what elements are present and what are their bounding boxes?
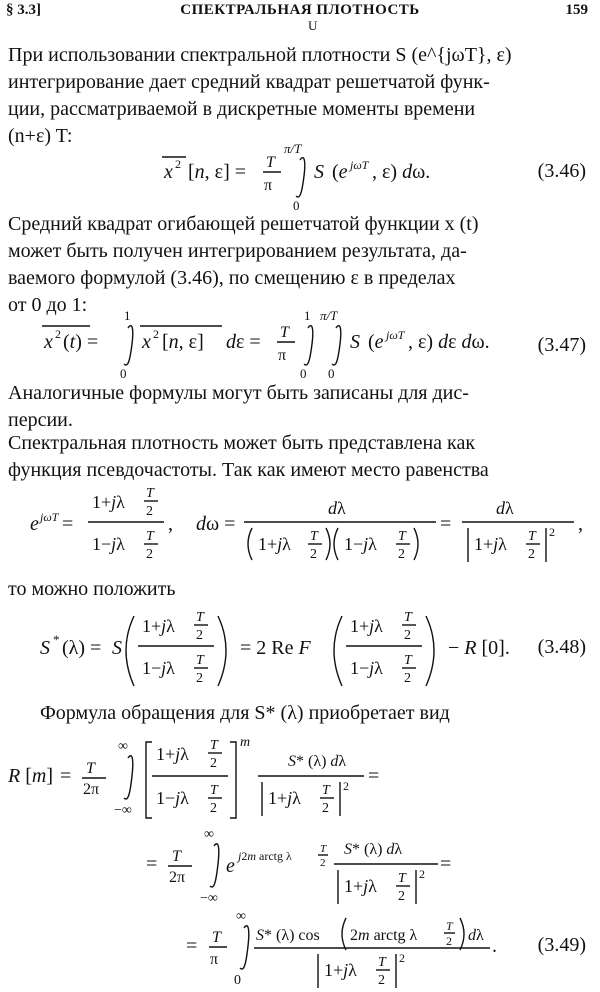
- svg-text:T: T: [196, 610, 204, 625]
- paragraph-2-line-1: Средний квадрат огибающей решетчатой функции x (t): [8, 213, 479, 235]
- paragraph-4-line-1: Спектральная плотность может быть представлена как: [8, 432, 476, 454]
- svg-text:1−jλ: 1−jλ: [92, 534, 125, 554]
- paragraph-2-line-4: от 0 до 1:: [8, 294, 88, 316]
- svg-text:1+jλ: 1+jλ: [142, 616, 175, 636]
- svg-text:2: 2: [378, 973, 385, 988]
- svg-text:2: 2: [549, 525, 555, 539]
- svg-text:S* (λ) dλ: S* (λ) dλ: [288, 753, 347, 770]
- paragraph-2-line-2: может быть получен интегрированием результата, да-: [8, 240, 467, 262]
- svg-text:2: 2: [446, 934, 452, 948]
- svg-text:2: 2: [404, 671, 411, 686]
- svg-text:dλ: dλ: [468, 927, 484, 944]
- svg-text:2: 2: [153, 327, 159, 341]
- svg-text:T: T: [322, 783, 330, 798]
- svg-text:T: T: [86, 760, 95, 777]
- svg-text:=: =: [186, 935, 198, 957]
- svg-text:e: e: [30, 513, 39, 535]
- svg-text:T: T: [196, 653, 204, 668]
- svg-text:j2m arctg λ: j2m arctg λ: [238, 849, 292, 863]
- paragraph-3-line-2: персии.: [8, 409, 73, 431]
- svg-text:∞: ∞: [236, 909, 246, 924]
- equation-number-3-48: (3.48): [537, 636, 586, 658]
- svg-text:2: 2: [55, 327, 61, 341]
- paragraph-3-line-1: Аналогичные формулы могут быть записаны для дис-: [8, 382, 469, 404]
- svg-text:2: 2: [419, 867, 425, 881]
- section-number: § 3.3]: [6, 2, 41, 18]
- svg-text:T: T: [404, 653, 412, 668]
- svg-text:T: T: [528, 529, 536, 544]
- equation-3-49: [0, 730, 600, 992]
- svg-text:dλ: dλ: [328, 498, 346, 518]
- svg-text:S: S: [40, 637, 50, 659]
- svg-text:2: 2: [398, 547, 405, 562]
- equation-3-47: [0, 306, 600, 378]
- svg-text:2: 2: [196, 671, 203, 686]
- svg-text:2: 2: [398, 889, 405, 904]
- paragraph-5: [8, 576, 590, 603]
- svg-text:2: 2: [528, 547, 535, 562]
- svg-text:−∞: −∞: [200, 891, 218, 906]
- svg-text:0: 0: [300, 366, 307, 378]
- svg-text:2: 2: [210, 756, 217, 771]
- svg-text:(e: (e: [332, 161, 348, 183]
- svg-text:jωT: jωT: [40, 510, 59, 524]
- svg-text:[n, ε]: [n, ε]: [162, 331, 204, 353]
- svg-text:=: =: [440, 513, 452, 535]
- svg-text:2m arctg λ: 2m arctg λ: [350, 927, 418, 944]
- svg-text:π: π: [210, 951, 219, 968]
- svg-text:e: e: [226, 855, 235, 877]
- svg-text:2: 2: [146, 504, 153, 519]
- paragraph-4: [8, 430, 590, 484]
- svg-text:1+jλ: 1+jλ: [350, 616, 383, 636]
- svg-text:, ε) dε dω.: , ε) dε dω.: [408, 331, 490, 353]
- svg-text:0: 0: [328, 366, 335, 378]
- paragraph-3: [8, 380, 590, 434]
- running-title: СПЕКТРАЛЬНАЯ ПЛОТНОСТЬ: [180, 2, 420, 18]
- paragraph-1-line-2: интегрирование дает средний квадрат решетчатой функ-: [8, 71, 490, 93]
- svg-text:T: T: [398, 529, 406, 544]
- svg-text:1+jλ: 1+jλ: [268, 788, 301, 808]
- svg-text:1−jλ: 1−jλ: [156, 788, 189, 808]
- svg-text:=: =: [368, 765, 380, 787]
- svg-text:, ε) dω.: , ε) dω.: [372, 161, 431, 183]
- equation-3-48: [0, 604, 600, 696]
- svg-text:1+jλ: 1+jλ: [474, 534, 507, 554]
- svg-text:jωT: jωT: [386, 328, 405, 342]
- svg-text:x: x: [164, 161, 173, 183]
- paragraph-1-line-4: (n+ε) T:: [8, 125, 73, 147]
- svg-text:2π: 2π: [83, 781, 100, 798]
- svg-text:−∞: −∞: [114, 803, 132, 818]
- paragraph-4-line-2: функция псевдочастоты. Так как имеют место равенства: [8, 459, 489, 481]
- svg-text:.: .: [492, 935, 497, 957]
- svg-text:x: x: [142, 331, 151, 353]
- svg-text:π/T: π/T: [320, 308, 338, 323]
- svg-text:(t) =: (t) =: [63, 331, 99, 353]
- svg-text:2: 2: [310, 547, 317, 562]
- svg-text:2: 2: [399, 951, 405, 965]
- svg-text:T: T: [146, 529, 154, 544]
- svg-text:x: x: [44, 331, 53, 353]
- equation-pseudofrequency: [0, 484, 600, 576]
- svg-text:2π: 2π: [169, 869, 186, 886]
- equation-number-3-47: (3.47): [537, 334, 586, 356]
- svg-text:S: S: [112, 637, 122, 659]
- svg-text:1−jλ: 1−jλ: [344, 534, 377, 554]
- svg-text:2: 2: [146, 547, 153, 562]
- svg-text:T: T: [404, 610, 412, 625]
- equation-3-46: [0, 140, 600, 210]
- svg-text:S* (λ) cos: S* (λ) cos: [256, 927, 320, 944]
- svg-text:2: 2: [343, 779, 349, 793]
- svg-text:= 2 Re F: = 2 Re F: [240, 637, 311, 659]
- paragraph-5-line-1: то можно положить: [8, 578, 176, 600]
- svg-text:2: 2: [175, 157, 181, 171]
- svg-text:T: T: [310, 529, 318, 544]
- svg-text:(e: (e: [368, 331, 384, 353]
- svg-text:R [m]: R [m]: [8, 765, 54, 787]
- svg-text:T: T: [212, 929, 221, 946]
- header-mark: U: [308, 18, 318, 33]
- svg-text:T: T: [280, 324, 289, 341]
- svg-text:T: T: [378, 955, 386, 970]
- svg-text:,: ,: [578, 513, 583, 535]
- svg-text:T: T: [446, 919, 453, 933]
- svg-text:=: =: [62, 513, 74, 535]
- svg-text:T: T: [172, 848, 181, 865]
- svg-text:2: 2: [322, 801, 329, 816]
- svg-text:1+jλ: 1+jλ: [344, 876, 377, 896]
- svg-text:T: T: [210, 783, 218, 798]
- svg-text:=: =: [440, 853, 452, 875]
- svg-text:1−jλ: 1−jλ: [142, 658, 175, 678]
- svg-text:m: m: [240, 735, 251, 750]
- svg-text:2: 2: [196, 628, 203, 643]
- svg-text:T: T: [146, 486, 154, 501]
- svg-text:[n, ε] =: [n, ε] =: [188, 161, 247, 183]
- svg-text:1+jλ: 1+jλ: [324, 960, 357, 980]
- svg-text:π: π: [264, 177, 273, 194]
- paragraph-6-line-1: Формула обращения для S* (λ) приобретает вид: [40, 702, 450, 724]
- svg-text:dλ: dλ: [496, 498, 514, 518]
- paragraph-6: [40, 700, 590, 727]
- svg-text:π: π: [278, 347, 287, 364]
- svg-text:∞: ∞: [118, 739, 128, 754]
- svg-text:1+jλ: 1+jλ: [156, 744, 189, 764]
- paragraph-2-line-3: ваемого формулой (3.46), по смещению ε в пределах: [8, 267, 456, 289]
- svg-text:0: 0: [234, 973, 241, 988]
- svg-text:(λ) =: (λ) =: [62, 637, 102, 659]
- svg-text:1: 1: [304, 308, 311, 323]
- svg-text:0: 0: [293, 198, 300, 210]
- svg-text:2: 2: [320, 857, 326, 869]
- svg-text:T: T: [398, 871, 406, 886]
- svg-text:jωT: jωT: [350, 158, 369, 172]
- svg-text:0: 0: [120, 366, 127, 378]
- svg-text:dε =: dε =: [226, 331, 261, 353]
- svg-text:− R [0].: − R [0].: [448, 637, 510, 659]
- svg-text:2: 2: [404, 628, 411, 643]
- svg-text:,: ,: [168, 513, 173, 535]
- svg-text:S: S: [314, 161, 324, 183]
- equation-number-3-46: (3.46): [537, 160, 586, 182]
- paragraph-1-line-3: ции, рассматриваемой в дискретные моменты времени: [8, 98, 476, 120]
- svg-text:S* (λ) dλ: S* (λ) dλ: [344, 841, 403, 858]
- svg-text:S: S: [350, 331, 360, 353]
- paragraph-1-line-1: При использовании спектральной плотности S (e^{jωT}, ε): [8, 44, 512, 66]
- svg-text:T: T: [320, 843, 327, 855]
- page-number: 159: [565, 2, 588, 18]
- svg-text:∞: ∞: [204, 827, 214, 842]
- svg-text:dω =: dω =: [196, 513, 236, 535]
- svg-text:1+jλ: 1+jλ: [258, 534, 291, 554]
- svg-text:1−jλ: 1−jλ: [350, 658, 383, 678]
- svg-text:T: T: [210, 738, 218, 753]
- svg-text:=: =: [60, 765, 72, 787]
- svg-text:2: 2: [210, 801, 217, 816]
- svg-text:1+jλ: 1+jλ: [92, 492, 125, 512]
- paragraph-1: [8, 42, 590, 150]
- svg-text:=: =: [146, 853, 158, 875]
- svg-text:T: T: [266, 154, 275, 171]
- svg-text:π/T: π/T: [284, 141, 302, 156]
- svg-text:1: 1: [124, 308, 131, 323]
- svg-text:*: *: [53, 632, 60, 647]
- equation-number-3-49: (3.49): [537, 934, 586, 956]
- paragraph-2: [8, 211, 590, 319]
